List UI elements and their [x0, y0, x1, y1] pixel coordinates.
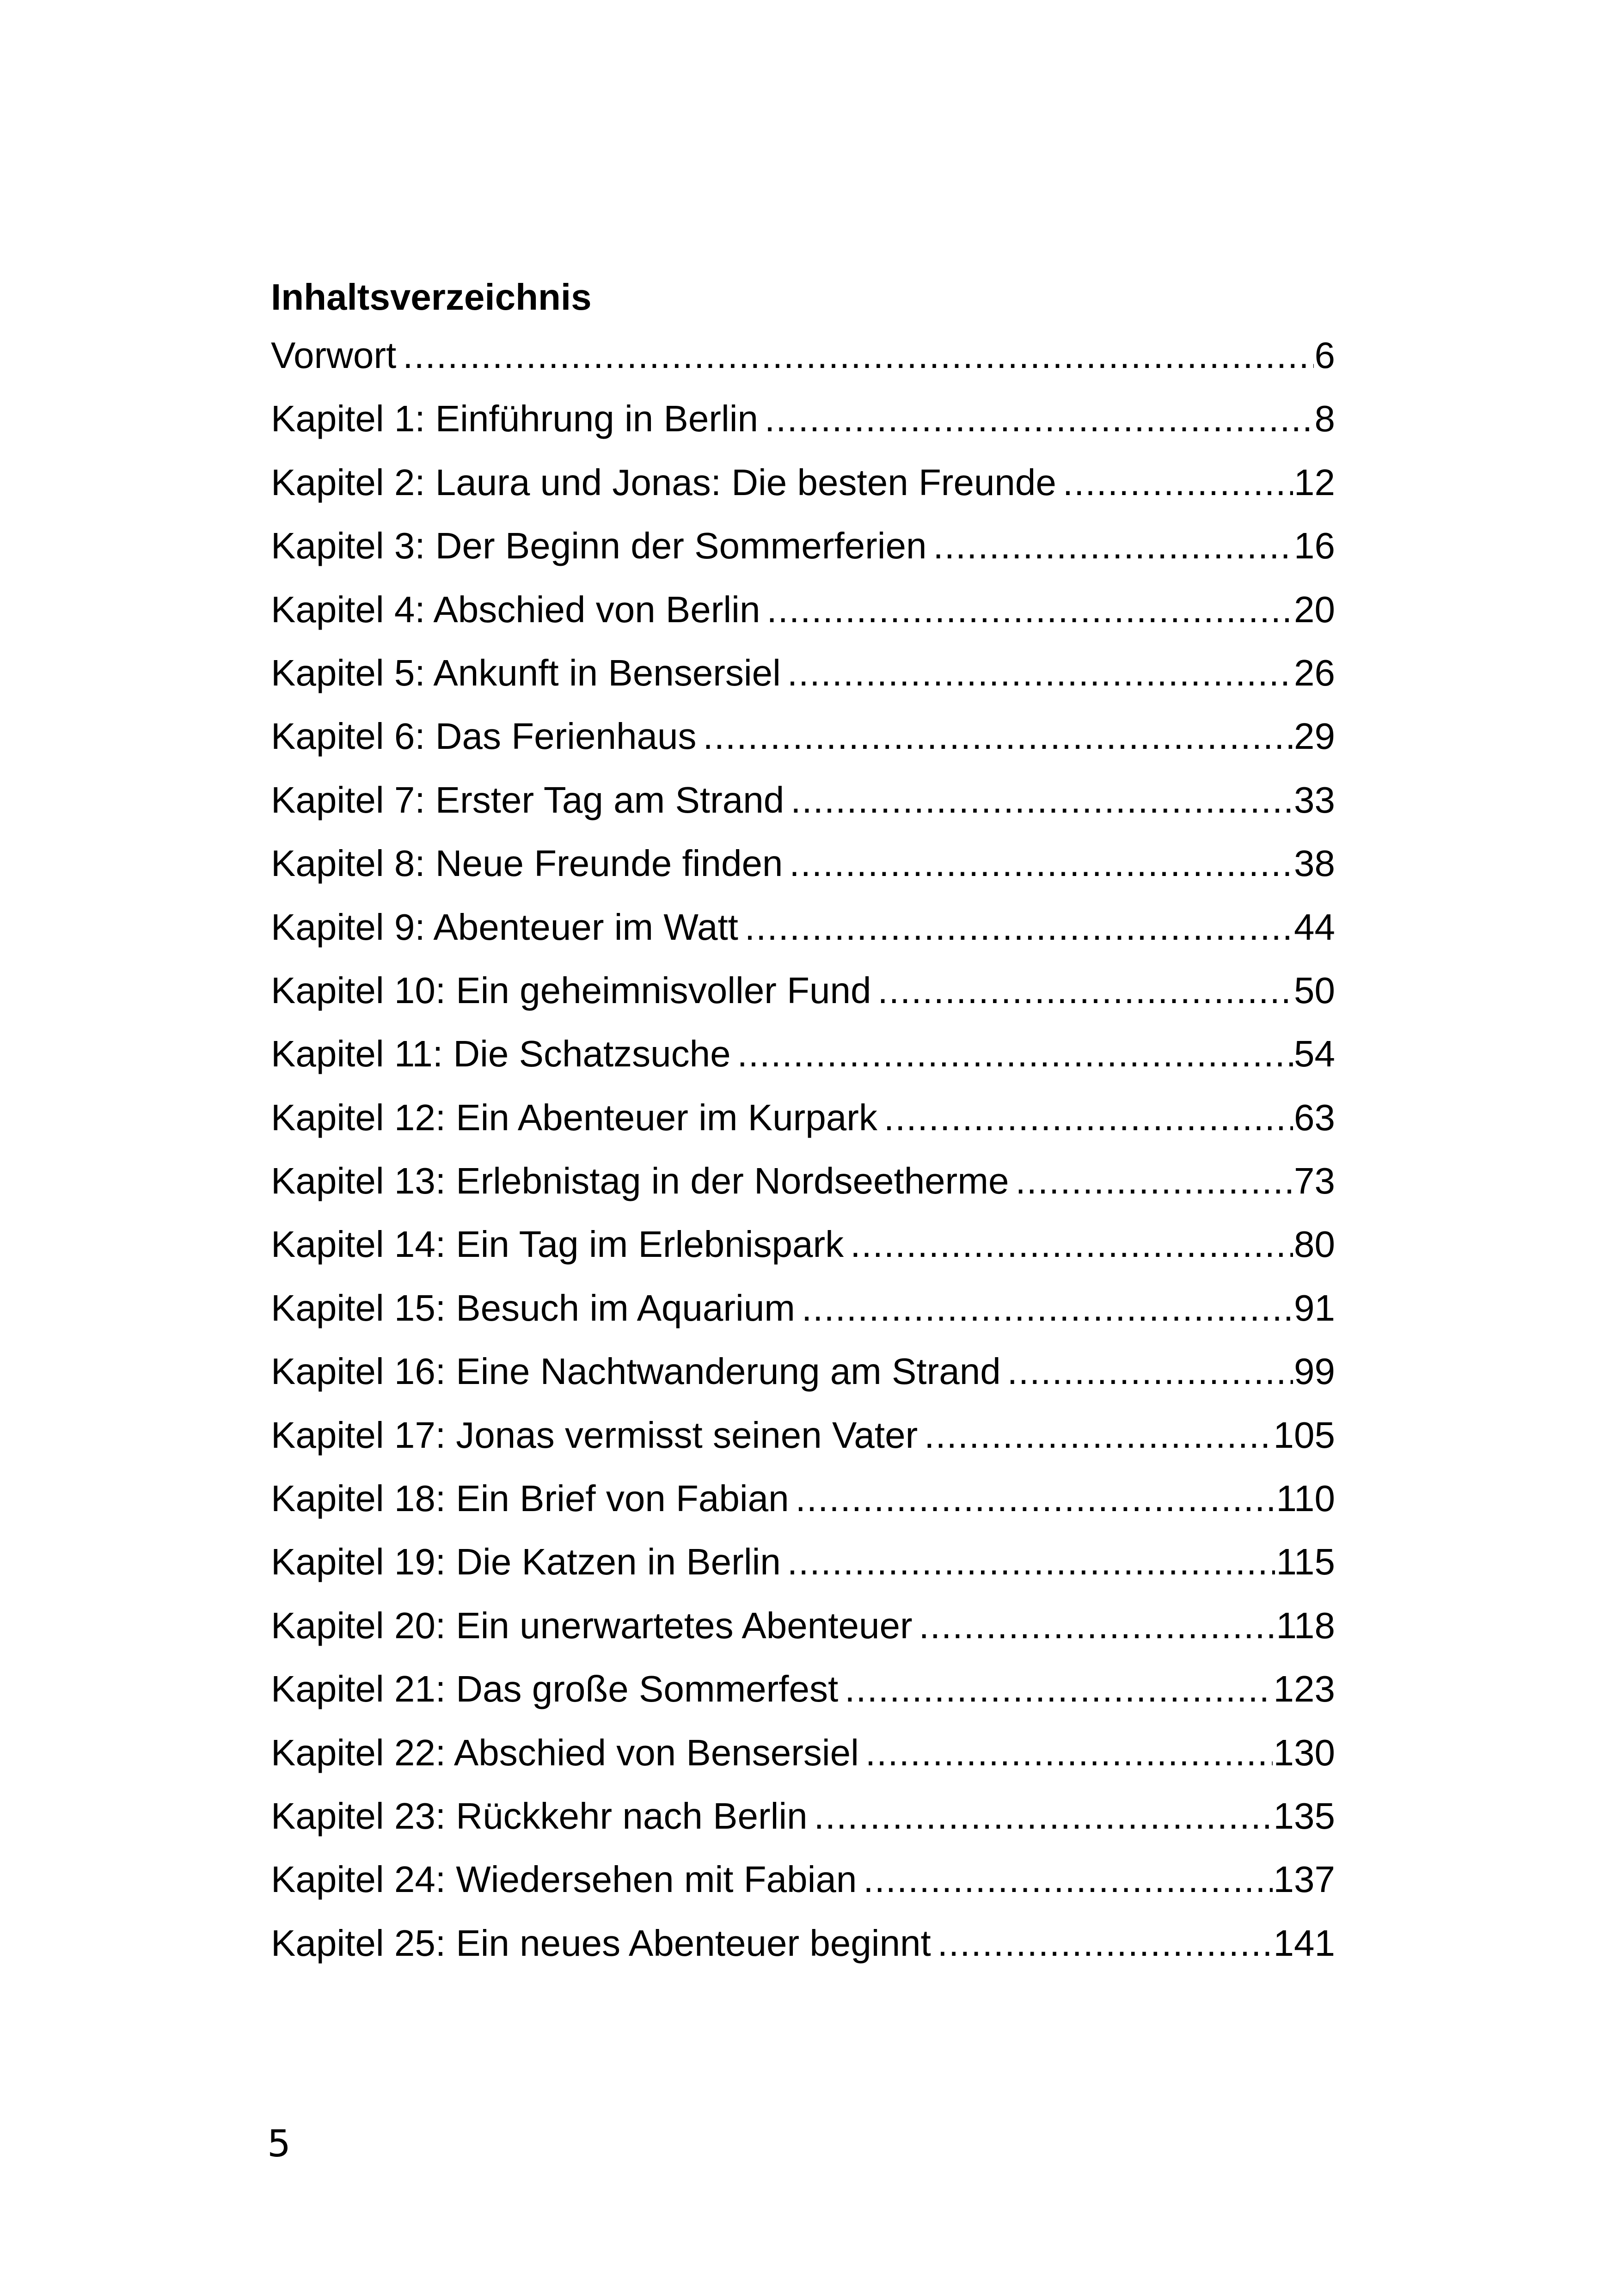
toc-heading: Inhaltsverzeichnis — [271, 276, 592, 318]
toc-entry — [271, 959, 1335, 1022]
dot-leader — [789, 832, 1293, 895]
toc-entry-page: 29 — [1294, 716, 1335, 757]
toc-entry-title: Kapitel 12: Ein Abenteuer im Kurpark — [271, 1096, 877, 1138]
toc-entry-title: Vorwort — [271, 335, 397, 376]
toc-entry — [271, 704, 1335, 768]
toc-entry-title: Kapitel 24: Wiedersehen mit Fabian — [271, 1859, 857, 1900]
toc-entry-title: Kapitel 1: Einführung in Berlin — [271, 398, 758, 440]
toc-entry-page: 110 — [1276, 1478, 1335, 1519]
dot-leader — [933, 514, 1293, 577]
dot-leader — [737, 1022, 1293, 1085]
toc-entry-page: 33 — [1294, 779, 1335, 820]
dot-leader — [878, 959, 1293, 1022]
toc-entry-title: Kapitel 23: Rückkehr nach Berlin — [271, 1795, 808, 1837]
toc-entry — [271, 768, 1335, 832]
toc-entry-title: Kapitel 15: Besuch im Aquarium — [271, 1287, 795, 1329]
toc-entry-page: 123 — [1273, 1668, 1335, 1710]
toc-entry — [271, 1848, 1335, 1911]
toc-entry — [271, 578, 1335, 641]
toc-entry-page: 20 — [1294, 588, 1335, 630]
toc-entry-page: 141 — [1273, 1922, 1335, 1964]
toc-entry — [271, 1911, 1335, 1975]
toc-entry-title: Kapitel 20: Ein unerwartetes Abenteuer — [271, 1604, 913, 1646]
toc-entry-title: Kapitel 18: Ein Brief von Fabian — [271, 1478, 789, 1519]
dot-leader — [845, 1657, 1272, 1720]
toc-entry — [271, 1403, 1335, 1467]
dot-leader — [863, 1848, 1272, 1911]
dot-leader — [919, 1594, 1275, 1657]
toc-entry-page: 44 — [1294, 906, 1335, 948]
page-number: 5 — [267, 2122, 291, 2165]
toc-entry — [271, 387, 1335, 450]
toc-entry-title: Kapitel 21: Das große Sommerfest — [271, 1668, 839, 1710]
dot-leader — [850, 1212, 1293, 1276]
toc-entry-title: Kapitel 13: Erlebnistag in der Nordseetherme — [271, 1160, 1009, 1202]
toc-entry-title: Kapitel 6: Das Ferienhaus — [271, 716, 697, 757]
toc-entry — [271, 1721, 1335, 1784]
dot-leader — [403, 324, 1313, 387]
dot-leader — [865, 1721, 1273, 1784]
dot-leader — [924, 1403, 1272, 1467]
toc-entry — [271, 1530, 1335, 1593]
dot-leader — [765, 387, 1314, 450]
toc-entry — [271, 1149, 1335, 1212]
dot-leader — [787, 1530, 1275, 1593]
toc-entry-page: 26 — [1294, 652, 1335, 693]
toc-entry-page: 16 — [1294, 525, 1335, 567]
toc-entry-page: 8 — [1314, 398, 1335, 440]
toc-entry — [271, 1594, 1335, 1657]
toc-entry — [271, 1657, 1335, 1720]
toc-entry-title: Kapitel 22: Abschied von Bensersiel — [271, 1732, 859, 1773]
toc-entry — [271, 1212, 1335, 1276]
toc-entry-page: 118 — [1276, 1604, 1335, 1646]
toc-entry-title: Kapitel 25: Ein neues Abenteuer beginnt — [271, 1922, 931, 1964]
toc-entry — [271, 451, 1335, 514]
toc-entry-title: Kapitel 9: Abenteuer im Watt — [271, 906, 738, 948]
toc-entry-title: Kapitel 14: Ein Tag im Erlebnispark — [271, 1224, 844, 1265]
dot-leader — [787, 641, 1293, 704]
toc-entry-page: 6 — [1314, 335, 1335, 376]
dot-leader — [938, 1911, 1273, 1975]
toc-entry-page: 80 — [1294, 1224, 1335, 1265]
toc-entry-title: Kapitel 4: Abschied von Berlin — [271, 588, 760, 630]
toc-entry-title: Kapitel 2: Laura und Jonas: Die besten Freunde — [271, 461, 1056, 503]
toc-entry-title: Kapitel 11: Die Schatzsuche — [271, 1033, 731, 1075]
toc-entry-page: 137 — [1273, 1859, 1335, 1900]
toc-entry-title: Kapitel 10: Ein geheimnisvoller Fund — [271, 969, 871, 1011]
dot-leader — [791, 768, 1293, 832]
toc-entry-page: 12 — [1294, 461, 1335, 503]
table-of-contents — [271, 273, 1335, 1975]
toc-entry — [271, 1276, 1335, 1340]
toc-entry — [271, 895, 1335, 959]
toc-entry-page: 135 — [1273, 1795, 1335, 1837]
toc-entry-page: 50 — [1294, 969, 1335, 1011]
toc-entry-title: Kapitel 3: Der Beginn der Sommerferien — [271, 525, 927, 567]
toc-list — [271, 324, 1335, 1975]
toc-entry — [271, 1340, 1335, 1403]
toc-entry-page: 63 — [1294, 1096, 1335, 1138]
toc-entry-page: 115 — [1276, 1541, 1335, 1583]
toc-entry-title: Kapitel 8: Neue Freunde finden — [271, 843, 783, 884]
dot-leader — [802, 1276, 1293, 1340]
toc-entry-page: 99 — [1294, 1351, 1335, 1392]
toc-entry-page: 54 — [1294, 1033, 1335, 1075]
dot-leader — [703, 704, 1293, 768]
toc-entry — [271, 1467, 1335, 1530]
toc-entry — [271, 1022, 1335, 1085]
toc-entry — [271, 514, 1335, 577]
dot-leader — [766, 578, 1293, 641]
dot-leader — [1015, 1149, 1293, 1212]
toc-entry-page: 73 — [1294, 1160, 1335, 1202]
dot-leader — [814, 1784, 1273, 1848]
toc-entry-title: Kapitel 5: Ankunft in Bensersiel — [271, 652, 781, 693]
toc-entry — [271, 1086, 1335, 1149]
toc-entry-title: Kapitel 17: Jonas vermisst seinen Vater — [271, 1414, 918, 1456]
toc-entry — [271, 1784, 1335, 1848]
toc-entry-page: 91 — [1294, 1287, 1335, 1329]
dot-leader — [1007, 1340, 1293, 1403]
toc-entry-title: Kapitel 19: Die Katzen in Berlin — [271, 1541, 781, 1583]
dot-leader — [884, 1086, 1293, 1149]
toc-entry — [271, 832, 1335, 895]
dot-leader — [745, 895, 1293, 959]
toc-entry-page: 105 — [1273, 1414, 1335, 1456]
toc-entry-title: Kapitel 16: Eine Nachtwanderung am Strand — [271, 1351, 1001, 1392]
dot-leader — [1063, 451, 1293, 514]
toc-entry-title: Kapitel 7: Erster Tag am Strand — [271, 779, 784, 820]
toc-entry — [271, 641, 1335, 704]
dot-leader — [796, 1467, 1275, 1530]
toc-entry-page: 130 — [1273, 1732, 1335, 1773]
toc-entry-page: 38 — [1294, 843, 1335, 884]
toc-entry — [271, 324, 1335, 387]
